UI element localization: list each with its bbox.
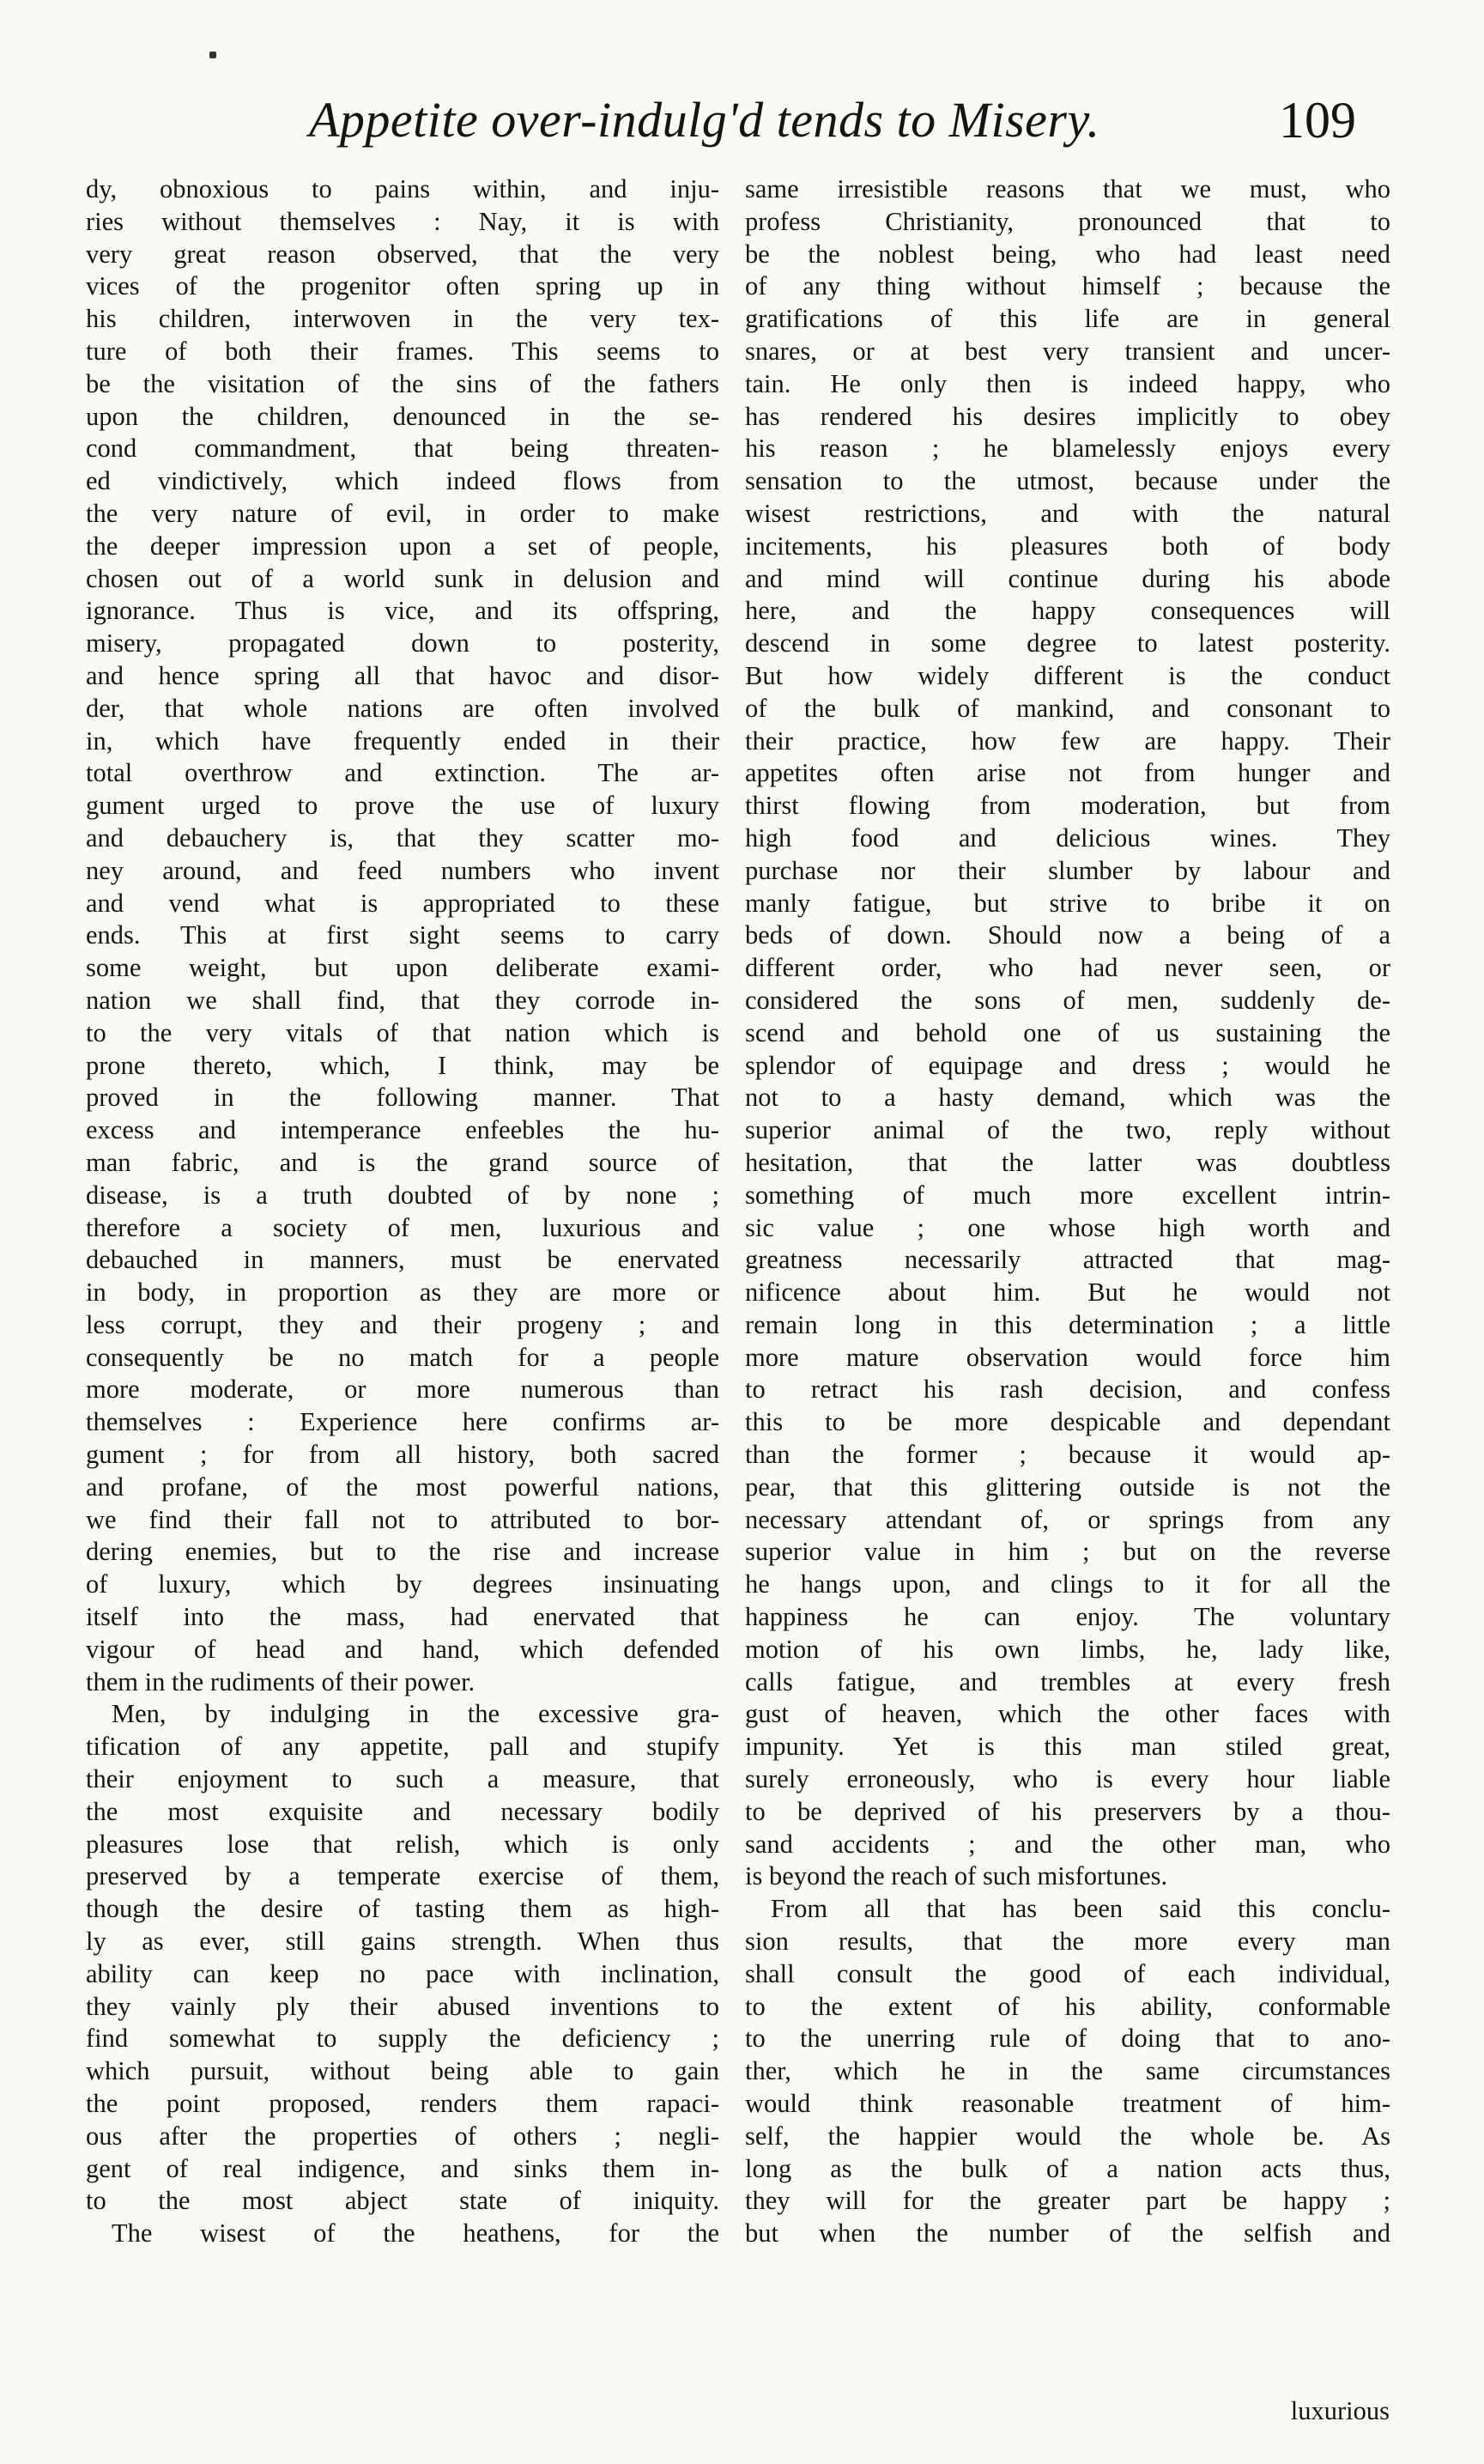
text-line: high food and delicious wines. They: [745, 822, 1390, 853]
text-line: more moderate, or more numerous than: [86, 1375, 719, 1405]
text-line: to be deprived of his preservers by a thou-: [745, 1796, 1390, 1826]
text-line: pleasures lose that relish, which is only: [86, 1829, 719, 1859]
running-head: [309, 86, 1356, 155]
text-line: prone thereto, which, I think, may be: [86, 1050, 719, 1080]
text-line: his children, interwoven in the very tex-: [86, 304, 719, 334]
text-line: which pursuit, without being able to gain: [86, 2056, 719, 2086]
text-line: From all that has been said this conclu-: [771, 1894, 1390, 1924]
text-line: superior animal of the two, reply without: [745, 1115, 1390, 1145]
text-line: total overthrow and extinction. The ar-: [86, 758, 719, 788]
text-line: would think reasonable treatment of him-: [745, 2089, 1390, 2119]
text-line: the most exquisite and necessary bodily: [86, 1796, 719, 1826]
text-line: gust of heaven, which the other faces with: [745, 1699, 1390, 1729]
text-line: disease, is a truth doubted of by none ;: [86, 1180, 719, 1210]
text-line: and mind will continue during his abode: [745, 563, 1390, 593]
text-line: appetites often arise not from hunger and: [745, 758, 1390, 788]
text-line: of the bulk of mankind, and consonant to: [745, 693, 1390, 723]
text-line: man fabric, and is the grand source of: [86, 1147, 719, 1177]
catchword: luxurious: [1290, 2396, 1390, 2425]
text-line: greatness necessarily attracted that mag-: [745, 1245, 1390, 1275]
text-line: to the most abject state of iniquity.: [86, 2186, 719, 2216]
page-number: 109: [1279, 92, 1356, 149]
text-line: to the extent of his ability, conformable: [745, 1991, 1390, 2021]
text-line: impunity. Yet is this man stiled great,: [745, 1732, 1390, 1762]
text-line: superior value in him ; but on the reverse: [745, 1537, 1390, 1567]
text-line: he hangs upon, and clings to it for all the: [745, 1569, 1390, 1599]
text-line: same irresistible reasons that we must, who: [745, 174, 1390, 203]
text-line: surely erroneously, who is every hour liable: [745, 1764, 1390, 1794]
text-line: vices of the progenitor often spring up in: [86, 271, 719, 301]
text-line: ture of both their frames. This seems to: [86, 336, 719, 366]
text-line: in body, in proportion as they are more or: [86, 1278, 719, 1308]
text-line: dy, obnoxious to pains within, and inju-: [86, 174, 719, 203]
text-line: pear, that this glittering outside is not the: [745, 1472, 1390, 1502]
stray-ink-mark: [209, 52, 216, 58]
text-line: be the noblest being, who had least need: [745, 239, 1390, 269]
text-line: But how widely different is the conduct: [745, 660, 1390, 690]
text-line: we find their fall not to attributed to bor-: [86, 1504, 719, 1534]
text-line: nation we shall find, that they corrode in-: [86, 985, 719, 1015]
text-line: and vend what is appropriated to these: [86, 888, 719, 918]
text-line: than the former ; because it would ap-: [745, 1440, 1390, 1470]
text-line: gratifications of this life are in general: [745, 304, 1390, 334]
text-line: self, the happier would the whole be. As: [745, 2121, 1390, 2151]
text-line: to the unerring rule of doing that to ano-: [745, 2024, 1390, 2054]
text-line: ney around, and feed numbers who invent: [86, 855, 719, 885]
text-line: long as the bulk of a nation acts thus,: [745, 2153, 1390, 2183]
text-line: their enjoyment to such a measure, that: [86, 1764, 719, 1794]
text-column-right: [745, 173, 1390, 2250]
text-line: but when the number of the selfish and: [745, 2218, 1390, 2249]
text-line: gent of real indigence, and sinks them in-: [86, 2153, 719, 2183]
text-line: different order, who had never seen, or: [745, 953, 1390, 983]
text-line: chosen out of a world sunk in delusion and: [86, 563, 719, 593]
text-line: Men, by indulging in the excessive gra-: [112, 1699, 719, 1729]
text-line: der, that whole nations are often involved: [86, 693, 719, 723]
text-line: their practice, how few are happy. Their: [745, 725, 1390, 756]
text-line: themselves : Experience here confirms ar-: [86, 1407, 719, 1437]
text-line: consequently be no match for a people: [86, 1342, 719, 1372]
text-line: tification of any appetite, pall and stupify: [86, 1732, 719, 1762]
text-line: happiness he can enjoy. The voluntary: [745, 1602, 1390, 1632]
text-line: gument urged to prove the use of luxury: [86, 791, 719, 821]
text-line: calls fatigue, and trembles at every fresh: [745, 1666, 1390, 1696]
text-line: upon the children, denounced in the se-: [86, 401, 719, 431]
text-line: sand accidents ; and the other man, who: [745, 1829, 1390, 1859]
text-line: ly as ever, still gains strength. When thus: [86, 1927, 719, 1957]
text-line: ries without themselves : Nay, it is with: [86, 206, 719, 236]
text-line: and hence spring all that havoc and disor-: [86, 660, 719, 690]
text-line: necessary attendant of, or springs from any: [745, 1504, 1390, 1534]
text-line: nificence about him. But he would not: [745, 1278, 1390, 1308]
text-line: snares, or at best very transient and uncer-: [745, 336, 1390, 366]
text-line: ous after the properties of others ; negli-: [86, 2121, 719, 2151]
text-line: and profane, of the most powerful nations,: [86, 1472, 719, 1502]
text-line: some weight, but upon deliberate exami-: [86, 953, 719, 983]
text-line: The wisest of the heathens, for the: [112, 2218, 719, 2249]
text-line: is beyond the reach of such misfortunes.: [745, 1861, 1168, 1891]
text-line: hesitation, that the latter was doubtless: [745, 1147, 1390, 1177]
text-line: more mature observation would force him: [745, 1342, 1390, 1372]
text-line: this to be more despicable and dependant: [745, 1407, 1390, 1437]
text-line: thirst flowing from moderation, but from: [745, 791, 1390, 821]
text-line: ability can keep no pace with inclination,: [86, 1958, 719, 1988]
text-line: debauched in manners, must be enervated: [86, 1245, 719, 1275]
text-line: tain. He only then is indeed happy, who: [745, 368, 1390, 398]
text-line: remain long in this determination ; a little: [745, 1309, 1390, 1339]
text-line: ed vindictively, which indeed flows from: [86, 466, 719, 496]
text-line: the very nature of evil, in order to make: [86, 498, 719, 528]
text-line: descend in some degree to latest posterity.: [745, 628, 1390, 658]
text-line: find somewhat to supply the deficiency ;: [86, 2024, 719, 2054]
text-line: them in the rudiments of their power.: [86, 1666, 475, 1696]
text-line: here, and the happy consequences will: [745, 596, 1390, 626]
text-line: and debauchery is, that they scatter mo-: [86, 822, 719, 853]
text-line: to retract his rash decision, and confess: [745, 1375, 1390, 1405]
text-line: profess Christianity, pronounced that to: [745, 206, 1390, 236]
text-line: excess and intemperance enfeebles the hu-: [86, 1115, 719, 1145]
text-line: his reason ; he blamelessly enjoys every: [745, 434, 1390, 464]
text-line: therefore a society of men, luxurious and: [86, 1212, 719, 1242]
text-line: sensation to the utmost, because under the: [745, 466, 1390, 496]
text-line: dering enemies, but to the rise and increase: [86, 1537, 719, 1567]
text-line: shall consult the good of each individual,: [745, 1958, 1390, 1988]
text-line: preserved by a temperate exercise of them,: [86, 1861, 719, 1891]
text-line: motion of his own limbs, he, lady like,: [745, 1634, 1390, 1664]
text-line: ignorance. Thus is vice, and its offspring,: [86, 596, 719, 626]
text-line: something of much more excellent intrin-: [745, 1180, 1390, 1210]
text-line: proved in the following manner. That: [86, 1083, 719, 1113]
text-line: the point proposed, renders them rapaci-: [86, 2089, 719, 2119]
text-line: considered the sons of men, suddenly de-: [745, 985, 1390, 1015]
text-line: though the desire of tasting them as high-: [86, 1894, 719, 1924]
text-line: ends. This at first sight seems to carry: [86, 920, 719, 950]
text-line: wisest restrictions, and with the natural: [745, 498, 1390, 528]
text-line: not to a hasty demand, which was the: [745, 1083, 1390, 1113]
text-line: gument ; for from all history, both sacred: [86, 1440, 719, 1470]
text-line: they vainly ply their abused inventions to: [86, 1991, 719, 2021]
text-line: be the visitation of the sins of the fathers: [86, 368, 719, 398]
text-line: of any thing without himself ; because the: [745, 271, 1390, 301]
text-line: in, which have frequently ended in their: [86, 725, 719, 756]
text-line: has rendered his desires implicitly to obey: [745, 401, 1390, 431]
text-line: incitements, his pleasures both of body: [745, 531, 1390, 561]
text-line: manly fatigue, but strive to bribe it on: [745, 888, 1390, 918]
text-line: misery, propagated down to posterity,: [86, 628, 719, 658]
text-line: very great reason observed, that the very: [86, 239, 719, 269]
text-line: vigour of head and hand, which defended: [86, 1634, 719, 1664]
text-line: they will for the greater part be happy ;: [745, 2186, 1390, 2216]
text-line: sic value ; one whose high worth and: [745, 1212, 1390, 1242]
text-line: of luxury, which by degrees insinuating: [86, 1569, 719, 1599]
running-title: Appetite over-indulg'd tends to Misery.: [309, 92, 1100, 148]
text-column-left: [86, 173, 719, 2250]
text-line: beds of down. Should now a being of a: [745, 920, 1390, 950]
text-line: itself into the mass, had enervated that: [86, 1602, 719, 1632]
text-line: cond commandment, that being threaten-: [86, 434, 719, 464]
text-line: the deeper impression upon a set of people,: [86, 531, 719, 561]
text-line: sion results, that the more every man: [745, 1927, 1390, 1957]
text-line: to the very vitals of that nation which is: [86, 1017, 719, 1047]
text-line: purchase nor their slumber by labour and: [745, 855, 1390, 885]
text-line: ther, which he in the same circumstances: [745, 2056, 1390, 2086]
text-line: scend and behold one of us sustaining the: [745, 1017, 1390, 1047]
text-line: less corrupt, they and their progeny ; and: [86, 1309, 719, 1339]
text-line: splendor of equipage and dress ; would he: [745, 1050, 1390, 1080]
